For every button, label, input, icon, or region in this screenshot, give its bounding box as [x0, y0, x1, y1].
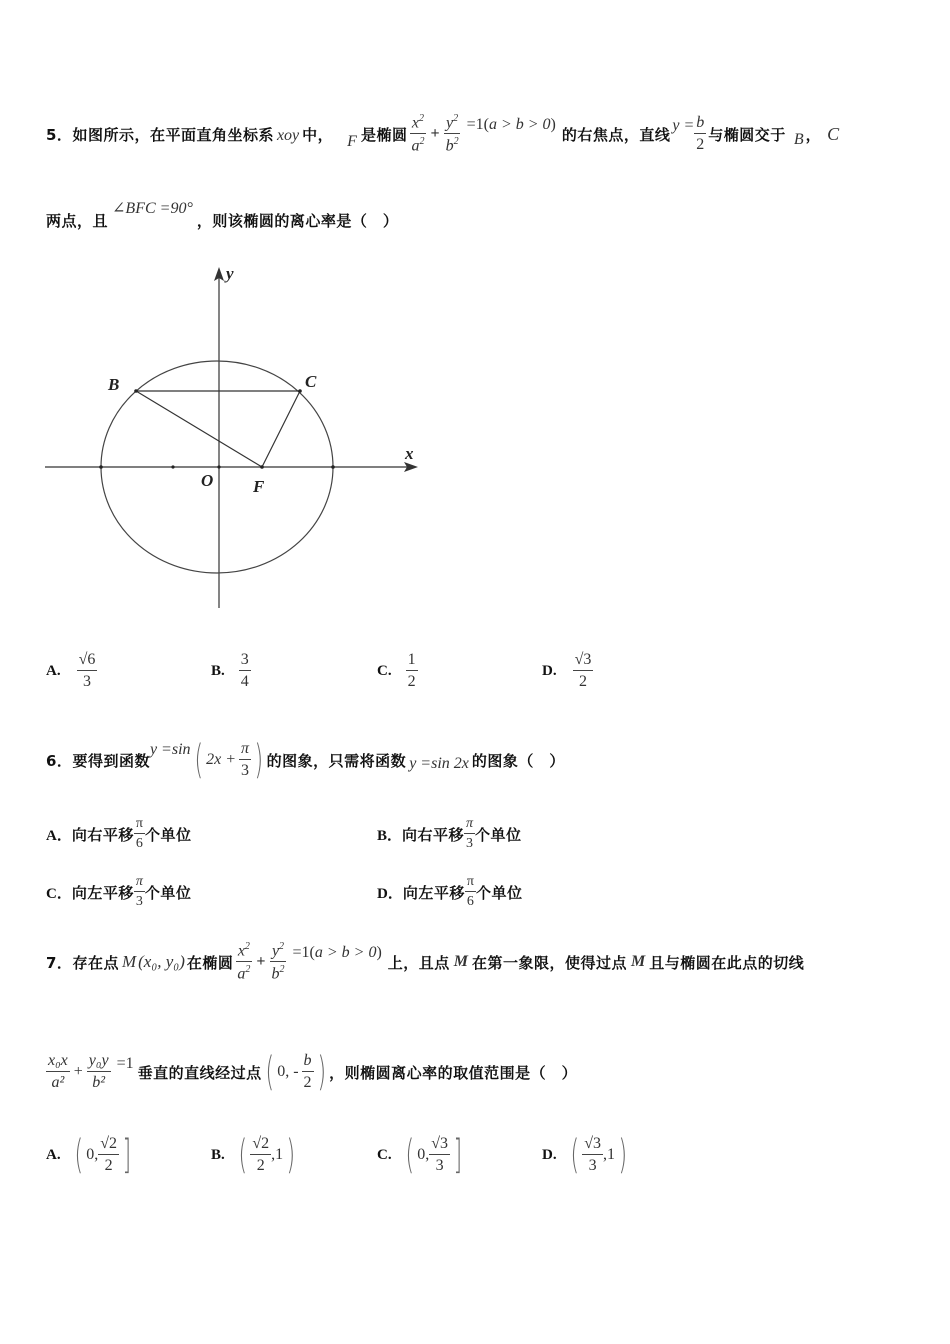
q5-options	[46, 645, 666, 697]
close-bracket: ]	[122, 1132, 132, 1178]
option-num: √6	[78, 651, 96, 668]
eq-y: y	[271, 942, 280, 959]
q7-ellipse-equation: $\frac{x^2}{a^2}$ + $\frac{y^2}{b^2}$ =1(a > b > 0)	[237, 940, 382, 983]
option-den: 6	[135, 836, 143, 851]
option-num: √2	[98, 1136, 119, 1155]
label-F: F	[253, 477, 265, 496]
question-7-line-2	[46, 1042, 577, 1102]
q6-option-c[interactable]	[46, 870, 191, 914]
option-label: B.	[211, 662, 225, 679]
open-bracket: (	[238, 1132, 247, 1178]
q7-option-a[interactable]	[46, 1125, 135, 1185]
option-label: D.	[542, 1146, 557, 1163]
q5-text: 中，	[302, 125, 334, 144]
option-den: 2	[104, 1157, 113, 1174]
eq-a: a	[237, 965, 246, 983]
eq-y: y	[446, 114, 454, 131]
q7-text: 且与椭圆在此点的切线	[649, 953, 805, 972]
option-unit: 个单位	[475, 883, 523, 902]
option-den: 3	[135, 894, 143, 909]
point-C-dot	[298, 389, 302, 393]
option-label: B.	[211, 1146, 225, 1163]
close-bracket: )	[618, 1132, 628, 1178]
option-den: 4	[240, 673, 249, 690]
eq-x: x	[237, 942, 245, 959]
q7-option-b[interactable]	[211, 1125, 299, 1185]
q7-point: ( 0, - $\frac{b}{2}$ )	[265, 1049, 326, 1095]
q7-var-M: M	[453, 953, 469, 970]
option-label: D.	[542, 662, 557, 679]
open-bracket: (	[74, 1132, 83, 1178]
label-B: B	[108, 375, 120, 394]
close-bracket: ]	[453, 1132, 463, 1178]
option-label: C.	[377, 1146, 392, 1163]
q5-angle: ∠BFC =90°	[112, 200, 193, 217]
option-num: π	[465, 875, 476, 892]
func1-lhs: y =sin	[149, 741, 191, 758]
q5-option-b[interactable]	[211, 645, 251, 697]
line-lhs: y =	[672, 117, 695, 134]
q7-point-M: M	[121, 952, 137, 971]
tangent-t2-den: b²	[92, 1074, 106, 1091]
function-2: y =sin 2x	[409, 755, 469, 772]
open-bracket: (	[570, 1132, 579, 1178]
option-num: √3	[429, 1136, 450, 1155]
option-label: A.	[46, 662, 61, 679]
eq-cond: a > b > 0	[314, 944, 377, 961]
option-pre: 0,	[417, 1146, 430, 1163]
option-den: 3	[466, 836, 474, 851]
q7-text: ，则椭圆离心率的取值范围是（ ）	[329, 1063, 578, 1082]
origin-dot	[217, 465, 220, 468]
option-num: √3	[573, 652, 594, 671]
q5-text: 与椭圆交于	[708, 125, 786, 144]
option-den: 3	[435, 1157, 444, 1174]
label-x: x	[405, 444, 414, 463]
open-bracket: (	[405, 1132, 414, 1178]
option-label: A.	[46, 1146, 61, 1163]
q6-option-d[interactable]	[377, 870, 522, 914]
option-text: 向右平移	[402, 825, 465, 844]
line-num: b	[694, 115, 706, 134]
tangent-rhs: =1	[116, 1055, 134, 1072]
label-y: y	[226, 264, 234, 283]
option-post: ,1	[271, 1146, 284, 1163]
option-text: 向左平移	[71, 883, 134, 902]
option-post: ,1	[602, 1146, 615, 1163]
ellipse-equation: $\frac{x^2}{a^2}$ + $\frac{y^2}{b^2}$ =1(a > b > 0)	[411, 112, 556, 155]
q5-option-a[interactable]	[46, 645, 97, 697]
eq-rhs: =1(	[292, 944, 315, 961]
tangent-t2-num: y₀y	[87, 1053, 111, 1072]
q5-comma: ，	[805, 125, 822, 144]
q5-text: 如图所示，在平面直角坐标系	[72, 125, 274, 144]
q5-var-C: C	[827, 123, 840, 144]
option-num: 3	[239, 652, 251, 671]
question-7	[46, 932, 804, 992]
option-den: 3	[588, 1157, 597, 1174]
func1-inner: 2x +	[206, 751, 237, 768]
option-unit: 个单位	[144, 883, 192, 902]
eq-x: x	[411, 114, 420, 131]
q7-var-M: M	[631, 953, 646, 970]
q5-option-d[interactable]	[542, 645, 593, 697]
option-den: 2	[578, 673, 587, 690]
eq-b: b	[445, 137, 454, 155]
option-label: B．	[377, 827, 403, 844]
pt-num: b	[302, 1053, 314, 1072]
option-label: A．	[46, 827, 72, 844]
eq-close: )	[376, 944, 382, 961]
option-label: D．	[377, 885, 403, 902]
option-unit: 个单位	[144, 825, 192, 844]
q5-var-B: B	[793, 131, 804, 148]
question-6	[46, 730, 565, 790]
eq-cond: a > b > 0	[488, 116, 551, 133]
segment-CF	[262, 391, 300, 467]
option-den: 2	[256, 1157, 265, 1174]
option-unit: 个单位	[475, 825, 522, 844]
q7-text: 垂直的直线经过点	[137, 1063, 262, 1082]
q7-text: 在第一象限，使得过点	[472, 953, 628, 972]
q6-text: 要得到函数	[72, 751, 150, 770]
option-num: π	[464, 817, 475, 834]
q6-option-b[interactable]	[377, 812, 522, 856]
q7-text: 存在点	[72, 953, 119, 972]
func1-den: 3	[241, 762, 250, 779]
q7-option-c[interactable]	[377, 1125, 466, 1185]
option-num: π	[134, 817, 145, 834]
left-vertex-dot	[99, 465, 103, 469]
q5-text: 两点，且	[46, 211, 109, 230]
q6-text: 的图象（ ）	[471, 751, 565, 770]
option-text: 向左平移	[402, 883, 465, 902]
option-label: C.	[377, 662, 392, 679]
option-den: 3	[82, 673, 91, 690]
point-B-dot	[134, 389, 138, 393]
pt-x: 0, -	[277, 1063, 299, 1080]
segment-BF	[136, 391, 262, 467]
q7-coords: (x₀, y₀)	[138, 952, 185, 971]
option-den: 6	[466, 894, 474, 909]
option-den: 2	[407, 673, 416, 690]
q6-text: 的图象，只需将函数	[266, 751, 407, 770]
q5-var-xoy: xoy	[276, 127, 300, 144]
right-vertex-dot	[331, 465, 335, 469]
q5-number: 5．	[46, 125, 73, 144]
pt-den: 2	[303, 1074, 312, 1091]
q7-text: 在椭圆	[186, 953, 234, 972]
q6-option-a[interactable]	[46, 812, 191, 856]
eq-close: )	[550, 116, 556, 133]
option-num: √3	[582, 1136, 603, 1155]
q5-var-F: F	[347, 133, 357, 150]
tangent-t1-num: x₀x	[46, 1053, 70, 1072]
tangent-t1-den: a²	[51, 1074, 65, 1091]
line-den: 2	[696, 136, 705, 153]
q5-text: 是椭圆	[360, 125, 408, 144]
option-label: C．	[46, 885, 72, 902]
q5-text: ，则该椭圆的离心率是（ ）	[196, 211, 399, 230]
option-pre: 0,	[86, 1146, 99, 1163]
q7-number: 7．	[46, 953, 73, 972]
tangent-equation: $\frac{\text{x₀x}}{\text{a²}}$ + $\frac{\text{y₀y}}{\text{b²}}$ =1	[48, 1052, 134, 1091]
option-num: 1	[406, 652, 418, 671]
label-C: C	[305, 372, 317, 391]
q7-option-d[interactable]	[542, 1125, 631, 1185]
option-num: π	[134, 875, 145, 892]
focus-F-dot	[260, 465, 264, 469]
option-num: √2	[250, 1136, 271, 1155]
left-focus-dot	[171, 465, 174, 468]
q7-text: 上，且点	[387, 953, 450, 972]
func1-num: π	[239, 741, 251, 760]
q6-options	[46, 812, 646, 912]
eq-rhs: =1(	[466, 116, 489, 133]
eq-b: b	[271, 965, 280, 983]
ellipse-figure	[0, 0, 950, 640]
option-text: 向右平移	[71, 825, 134, 844]
function-1: y =sin ( 2x + $\frac{\pi}{3}$ )	[149, 737, 264, 783]
q5-text: 的右焦点，直线	[561, 125, 671, 144]
q6-number: 6．	[46, 751, 73, 770]
label-O: O	[201, 471, 214, 490]
q7-options	[46, 1125, 666, 1185]
q5-option-c[interactable]	[377, 645, 418, 697]
eq-a: a	[411, 137, 420, 155]
close-bracket: )	[286, 1132, 296, 1178]
